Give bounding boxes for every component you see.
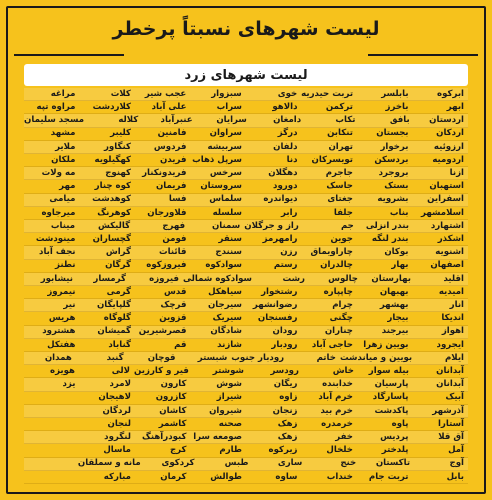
city-cell: خنج xyxy=(340,458,357,469)
city-cell: بهشهر xyxy=(379,300,409,311)
city-cell: لنگرود xyxy=(104,432,131,443)
city-cell: جاسک xyxy=(326,181,353,192)
city-cell: ماسال xyxy=(103,445,131,456)
page-title: لیست شهرهای نسبتاً پرخطر xyxy=(112,18,380,40)
city-cell: میامی xyxy=(49,194,76,205)
city-cell: آبدانان xyxy=(436,379,464,390)
city-cell: آذرشهر xyxy=(432,405,464,416)
city-cell: ساری xyxy=(277,458,303,469)
city-cell: کازرون xyxy=(155,392,187,403)
section-heading: لیست شهرهای زرد xyxy=(24,64,468,86)
city-cell: خاش xyxy=(332,366,354,377)
city-cell: مهر xyxy=(59,181,76,192)
city-cell: بندر لنگه xyxy=(371,234,409,245)
table-row xyxy=(24,392,468,405)
city-cell: چناران xyxy=(324,326,353,337)
city-cell: دامغان xyxy=(273,115,302,126)
city-cell: اردکان xyxy=(436,128,464,139)
city-cell: هشترود xyxy=(42,326,76,337)
city-cell: رضوانشهر xyxy=(252,300,298,311)
city-cell: رودسر xyxy=(270,366,299,377)
city-cell: سیرجان xyxy=(207,300,242,311)
city-cell: جوین xyxy=(330,234,353,245)
city-cell: چرام xyxy=(332,300,353,311)
title-divider-right xyxy=(368,54,478,56)
city-cell: نیمروز xyxy=(47,286,76,297)
table-row xyxy=(24,378,468,391)
city-cell: صحنه xyxy=(218,418,242,429)
city-cell: فریمان xyxy=(155,181,187,192)
city-cell: یزد xyxy=(62,379,76,390)
table-row xyxy=(24,260,468,273)
city-cell: اندیکا xyxy=(441,313,464,324)
city-cell: اردومیه xyxy=(432,154,464,165)
city-cell: سوادکوه xyxy=(205,260,242,271)
city-cell: زاوه xyxy=(279,392,298,403)
city-cell: همدان xyxy=(44,352,72,363)
city-cell: شوشتر xyxy=(212,366,244,377)
city-cell: تنکابن xyxy=(327,128,353,139)
city-cell: بستک xyxy=(384,181,409,192)
city-cell: فیروزکوه xyxy=(146,260,187,271)
city-cell: طوالش xyxy=(210,471,242,482)
table-row xyxy=(24,141,468,154)
city-cell: تربت جام xyxy=(368,471,409,482)
city-cell: استهبان xyxy=(429,181,464,192)
city-cell: درگز xyxy=(277,128,298,139)
table-row xyxy=(24,458,468,471)
city-cell: بهبهان xyxy=(379,286,409,297)
city-cell: اشکذر xyxy=(437,234,464,245)
city-cell: سیاهکل xyxy=(208,286,242,297)
city-cell: ابهر xyxy=(446,102,464,112)
city-cell: طبس xyxy=(224,458,249,469)
city-cell: سراوان xyxy=(209,128,242,139)
city-cell: بیرجند xyxy=(381,326,409,337)
city-cell: قم xyxy=(174,339,187,350)
city-cell: راز و جرگلان xyxy=(244,220,299,231)
city-cell: رودبار xyxy=(271,339,298,350)
table-row xyxy=(24,352,468,365)
city-cell: لامرد xyxy=(109,379,131,390)
city-cell: گرگان xyxy=(105,260,131,271)
city-cell: فردوس xyxy=(153,141,187,152)
city-cell: قصرشیرین xyxy=(138,326,187,337)
table-row xyxy=(24,114,468,127)
city-cell: سراب xyxy=(216,102,242,112)
city-cell: بروجرد xyxy=(378,168,409,179)
city-cell: کوه چنار xyxy=(94,181,131,192)
city-cell: اردستان xyxy=(429,115,464,126)
city-cell: مراغه xyxy=(50,88,76,99)
city-cell: کهگیلویه xyxy=(94,154,131,165)
city-cell: بافق xyxy=(389,115,410,126)
city-cell: بهار xyxy=(391,260,409,271)
city-cell: اشنویه xyxy=(435,247,464,258)
city-cell: کاشمر xyxy=(158,418,187,429)
table-row xyxy=(24,180,468,193)
city-cell: بیجار xyxy=(387,313,409,324)
city-cell: بندر انزلی xyxy=(365,220,409,231)
city-cell: تربت حیدریه xyxy=(301,88,354,99)
table-row xyxy=(24,299,468,312)
city-cell: جلفا xyxy=(333,207,353,218)
city-cell: آبیک xyxy=(445,392,464,403)
city-cell: پاوه xyxy=(391,418,409,429)
city-cell: شادگان xyxy=(210,326,242,337)
city-cell: جاجرم xyxy=(325,168,353,179)
city-cell: ساوه xyxy=(275,471,298,482)
city-cell: مانه و سملقان xyxy=(77,458,141,469)
city-cell: پلدختر xyxy=(381,445,409,456)
city-cell: زنجان xyxy=(272,405,298,416)
city-cell: دنا xyxy=(286,154,298,165)
city-cell: گراش xyxy=(105,247,131,258)
table-row xyxy=(24,286,468,299)
city-cell: کارون xyxy=(160,379,187,390)
city-cell: فریدن xyxy=(160,154,187,165)
table-row xyxy=(24,365,468,378)
city-cell: سرخس xyxy=(209,168,242,179)
city-cell: فهرج xyxy=(162,220,186,231)
city-cell: رودبار جنوب xyxy=(231,352,285,363)
city-cell: خرمدره xyxy=(321,418,353,429)
city-cell: نطنز xyxy=(55,260,76,271)
city-cell: خاتم xyxy=(316,352,336,363)
city-cell: سرپل ذهاب xyxy=(192,154,242,165)
city-cell: سیریک xyxy=(212,313,242,324)
city-cell: بیله سوار xyxy=(368,366,409,377)
city-cell: کوهرنگ xyxy=(97,207,131,218)
city-table xyxy=(24,88,468,484)
city-cell: ایلام xyxy=(445,352,464,363)
city-cell: خدابنده xyxy=(322,379,353,390)
city-cell: گرمی xyxy=(106,286,131,297)
title-divider-left xyxy=(14,54,124,56)
city-cell: سوادکوه شمالی xyxy=(182,273,252,284)
city-cell: ایجرود xyxy=(436,339,464,350)
city-cell: کبودرآهنگ xyxy=(142,432,187,443)
city-cell: گلپایگان xyxy=(96,300,131,311)
city-cell: مسجد سلیمان xyxy=(24,115,85,126)
city-cell: آمل xyxy=(448,445,464,456)
city-cell: گنبد xyxy=(106,352,124,363)
city-cell: باخرز xyxy=(385,102,409,112)
city-cell: میرجاوه xyxy=(41,207,76,218)
city-cell: هفتکل xyxy=(47,339,76,350)
city-cell: بناب xyxy=(389,207,409,218)
city-cell: چاراویماق xyxy=(310,247,353,258)
city-cell: تکاب xyxy=(335,115,356,126)
city-cell: کرج xyxy=(169,445,187,456)
city-cell: کلات xyxy=(110,88,131,99)
city-cell: نیر xyxy=(63,300,76,311)
city-cell: رودان xyxy=(272,326,298,337)
table-row xyxy=(24,444,468,457)
city-cell: دورود xyxy=(273,181,298,192)
city-cell: گالیکش xyxy=(98,220,131,231)
city-cell: فامنین xyxy=(157,128,187,139)
city-cell: جم xyxy=(340,220,354,231)
city-cell: گرمسار xyxy=(93,273,126,284)
table-row xyxy=(24,273,468,286)
city-cell: قیر و کارزین xyxy=(134,366,189,377)
city-cell: شوش xyxy=(216,379,242,390)
city-cell: سروستان xyxy=(200,181,242,192)
table-row xyxy=(24,326,468,339)
city-cell: علی آباد xyxy=(151,102,187,112)
city-cell: رامهرمز xyxy=(262,234,298,245)
city-cell: ارزوئیه xyxy=(433,141,464,152)
city-cell: کهنوج xyxy=(105,168,131,179)
table-row xyxy=(24,233,468,246)
city-cell: لالی xyxy=(111,366,131,377)
city-cell: لاهیجان xyxy=(98,392,131,403)
city-cell: هریس xyxy=(48,313,76,324)
city-cell: کاشان xyxy=(159,405,187,416)
city-cell: زیرکوه xyxy=(268,445,298,456)
city-cell: کلاردشت xyxy=(92,102,131,112)
city-cell: دهگلان xyxy=(268,168,298,179)
city-cell: پاسارگاد xyxy=(372,392,409,403)
table-row xyxy=(24,194,468,207)
city-cell: نجف آباد xyxy=(39,247,76,258)
city-cell: کوهدشت xyxy=(92,194,131,205)
city-cell: ملایر xyxy=(55,141,76,152)
city-cell: صومعه سرا xyxy=(193,432,242,443)
city-cell: اشتهارد xyxy=(430,220,464,231)
city-cell: لنجان xyxy=(107,418,131,429)
city-cell: فریدونکنار xyxy=(142,168,187,179)
city-cell: نیشابور xyxy=(40,273,73,284)
city-cell: فومن xyxy=(162,234,187,245)
city-cell: رشت xyxy=(282,273,305,284)
table-row xyxy=(24,431,468,444)
city-cell: قرچک xyxy=(160,300,187,311)
city-cell: جغتای xyxy=(327,194,353,205)
city-cell: حاجی آباد xyxy=(311,339,353,350)
city-cell: سمنان xyxy=(211,220,241,231)
city-cell: لردگان xyxy=(102,405,131,416)
city-cell: خلخال xyxy=(326,445,353,456)
city-cell: بابل xyxy=(446,471,464,482)
city-cell: قزوین xyxy=(159,313,187,324)
city-cell: ابرکوه xyxy=(437,88,464,99)
city-cell: سرایان xyxy=(216,115,247,126)
city-cell: بجستان xyxy=(376,128,409,139)
city-cell: امیدیه xyxy=(438,286,464,297)
city-cell: ریگان xyxy=(273,379,298,390)
city-cell: زهک xyxy=(277,418,298,429)
table-row xyxy=(24,418,468,431)
city-cell: مراوه تپه xyxy=(36,102,76,112)
city-cell: ازنا xyxy=(449,168,464,179)
city-cell: بابلسر xyxy=(381,88,409,99)
city-cell: خرم آباد xyxy=(318,392,353,403)
city-cell: بویین و میاندشت xyxy=(339,352,413,363)
city-cell: فسا xyxy=(168,194,187,205)
city-cell: هویزه xyxy=(50,366,76,377)
city-cell: سبزوار xyxy=(211,88,242,99)
city-cell: اقلید xyxy=(443,273,464,284)
city-cell: دلفان xyxy=(273,141,298,152)
city-cell: شیراز xyxy=(216,392,242,403)
city-cell: چاپپاره xyxy=(323,286,353,297)
city-cell: تاکستان xyxy=(375,458,411,469)
table-row xyxy=(24,471,468,484)
city-cell: خرم بید xyxy=(320,405,353,416)
table-row xyxy=(24,339,468,352)
city-cell: رستم xyxy=(273,260,298,271)
city-cell: انار xyxy=(449,300,464,311)
city-cell: اسفراین xyxy=(427,194,464,205)
city-cell: بردسکن xyxy=(374,154,409,165)
city-cell: آوج xyxy=(449,458,464,469)
table-row xyxy=(24,405,468,418)
city-cell: کردکوی xyxy=(161,458,195,469)
city-cell: ملکان xyxy=(51,154,76,165)
city-cell: آبدانان xyxy=(436,366,464,377)
table-row xyxy=(24,154,468,167)
city-cell: آستارا xyxy=(437,418,464,429)
city-cell: چالوس xyxy=(328,273,358,284)
city-cell: اسلامشهر xyxy=(420,207,464,218)
city-cell: پارسیان xyxy=(374,379,409,390)
table-row xyxy=(24,167,468,180)
table-row xyxy=(24,246,468,259)
city-cell: آق قلا xyxy=(438,432,464,443)
city-cell: قدس xyxy=(164,286,187,297)
city-cell: ترکمن xyxy=(325,102,353,112)
city-cell: چگنی xyxy=(329,313,353,324)
city-cell: فلاورجان xyxy=(147,207,187,218)
table-row xyxy=(24,220,468,233)
city-cell: گچساران xyxy=(92,234,131,245)
table-row xyxy=(24,128,468,141)
city-cell: قائنات xyxy=(159,247,187,258)
city-cell: پردیس xyxy=(380,432,409,443)
city-cell: سنقر xyxy=(218,234,242,245)
city-cell: سلسله xyxy=(212,207,242,218)
city-cell: دالاهو xyxy=(272,102,298,112)
city-cell: بهارستان xyxy=(371,273,411,284)
city-cell: شازند xyxy=(217,339,242,350)
city-cell: پاکدشت xyxy=(374,405,409,416)
city-cell: زهک xyxy=(277,432,298,443)
city-cell: رشتخوار xyxy=(261,286,298,297)
city-cell: مبارکه xyxy=(103,471,131,482)
city-cell: مه ولات xyxy=(41,168,76,179)
city-cell: بشرویه xyxy=(377,194,409,205)
city-cell: گلوگاه xyxy=(103,313,131,324)
city-cell: خنداب xyxy=(326,471,353,482)
city-cell: مینودشت xyxy=(35,234,76,245)
city-cell: رفسنجان xyxy=(257,313,298,324)
city-cell: بویین زهرا xyxy=(363,339,409,350)
city-cell: شبستر xyxy=(197,352,228,363)
city-cell: عنبرآباد xyxy=(160,115,193,126)
city-cell: تهران xyxy=(328,141,353,152)
city-cell: برخوار xyxy=(380,141,409,152)
city-cell: طارم xyxy=(219,445,242,456)
city-cell: تویسرکان xyxy=(311,154,353,165)
city-cell: کنگاور xyxy=(103,141,131,152)
city-cell: مشهد xyxy=(50,128,76,139)
table-row xyxy=(24,207,468,220)
table-row xyxy=(24,88,468,101)
table-row xyxy=(24,312,468,325)
city-cell: کلاله xyxy=(118,115,139,126)
city-cell: سربیشه xyxy=(207,141,242,152)
city-cell: سلماس xyxy=(209,194,242,205)
city-cell: فیروزه xyxy=(149,273,179,284)
city-cell: بوکان xyxy=(384,247,409,258)
city-cell: رزن xyxy=(280,247,298,258)
city-cell: گمیشان xyxy=(97,326,131,337)
city-cell: اهواز xyxy=(441,326,464,337)
city-cell: دیواندره xyxy=(263,194,298,205)
city-cell: گناباد xyxy=(108,339,131,350)
city-cell: کلیبر xyxy=(110,128,131,139)
city-cell: اصفهان xyxy=(430,260,464,271)
table-row xyxy=(24,101,468,114)
city-cell: چالدران xyxy=(320,260,353,271)
city-cell: خوی xyxy=(277,88,298,99)
city-cell: میناب xyxy=(50,220,76,231)
city-cell: قوچان xyxy=(147,352,176,363)
city-cell: شیروان xyxy=(209,405,242,416)
city-cell: کرمان xyxy=(160,471,187,482)
city-cell: سنندج xyxy=(215,247,242,258)
city-cell: خفر xyxy=(335,432,353,443)
city-cell: عجب شیر xyxy=(144,88,187,99)
city-cell: رابر xyxy=(281,207,298,218)
